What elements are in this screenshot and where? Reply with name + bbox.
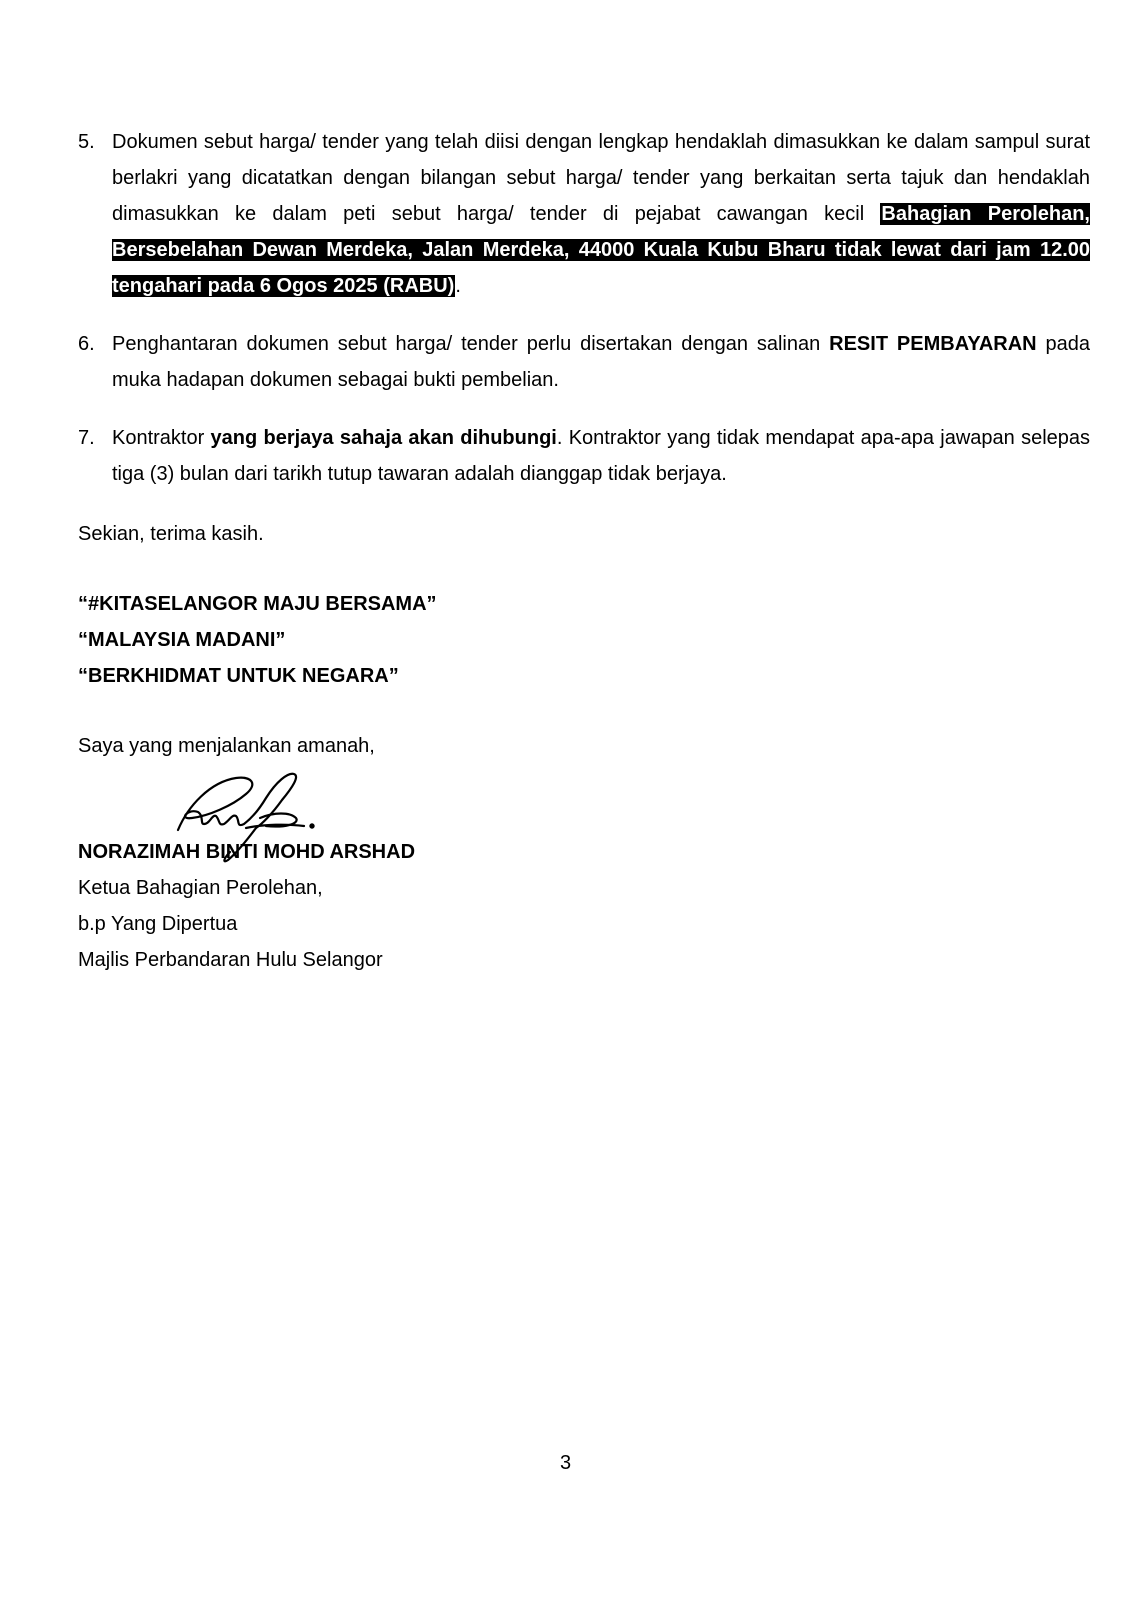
slogan-kitaselangor: “#KITASELANGOR MAJU BERSAMA” bbox=[78, 593, 437, 615]
item-text-end: . bbox=[455, 275, 461, 297]
signatory-name: NORAZIMAH BINTI MOHD ARSHAD bbox=[78, 841, 416, 863]
item-number: 5. bbox=[78, 131, 95, 153]
list-item-6 bbox=[78, 326, 1090, 398]
item-text: Dokumen sebut harga/ tender yang telah diisi dengan lengkap hendaklah dimasukkan ke dalam sampul surat berlakri yang dicatatkan dengan bilangan sebut harga/ tender yang berkaitan serta tajuk dan hendaklah dimasukkan ke dalam peti sebut harga/ tender di pejabat cawangan kecil bbox=[112, 131, 1090, 225]
item-text: Kontraktor bbox=[112, 427, 211, 449]
letter-body bbox=[78, 124, 1090, 978]
item-text: Penghantaran dokumen sebut harga/ tender perlu disertakan dengan salinan bbox=[112, 333, 830, 355]
list-item-7 bbox=[78, 420, 1090, 492]
signature-area bbox=[78, 764, 1090, 834]
slogan-malaysia-madani: “MALAYSIA MADANI” bbox=[78, 629, 286, 651]
highlighted-address: Bahagian Perolehan, Bersebelahan Dewan Merdeka, Jalan Merdeka, 44000 Kuala Kubu Bharu tidak lewat dari jam 12.00 tengahari pada 6 Ogos 2025 (RABU) bbox=[112, 203, 1090, 297]
signatory-organization: Majlis Perbandaran Hulu Selangor bbox=[78, 949, 383, 971]
item-number: 6. bbox=[78, 333, 95, 355]
item-number: 7. bbox=[78, 427, 95, 449]
signatory-title: Ketua Bahagian Perolehan, bbox=[78, 877, 323, 899]
signatory-block bbox=[78, 834, 1090, 978]
bold-text: yang berjaya sahaja akan dihubungi bbox=[210, 427, 557, 449]
signatory-on-behalf: b.p Yang Dipertua bbox=[78, 913, 238, 935]
bold-text: RESIT PEMBAYARAN bbox=[829, 333, 1037, 355]
regards-text: Saya yang menjalankan amanah, bbox=[78, 735, 375, 757]
item-text-end: pada muka hadapan dokumen sebagai bukti pembelian. bbox=[112, 333, 1090, 391]
slogans bbox=[78, 586, 1090, 694]
slogan-berkhidmat: “BERKHIDMAT UNTUK NEGARA” bbox=[78, 665, 399, 687]
item-text-end: . Kontraktor yang tidak mendapat apa-apa jawapan selepas tiga (3) bulan dari tarikh tutup tawaran adalah dianggap tidak berjaya. bbox=[112, 427, 1091, 485]
page-number: 3 bbox=[559, 1452, 572, 1474]
closing-text: Sekian, terima kasih. bbox=[78, 523, 264, 545]
list-item-5 bbox=[78, 124, 1090, 304]
